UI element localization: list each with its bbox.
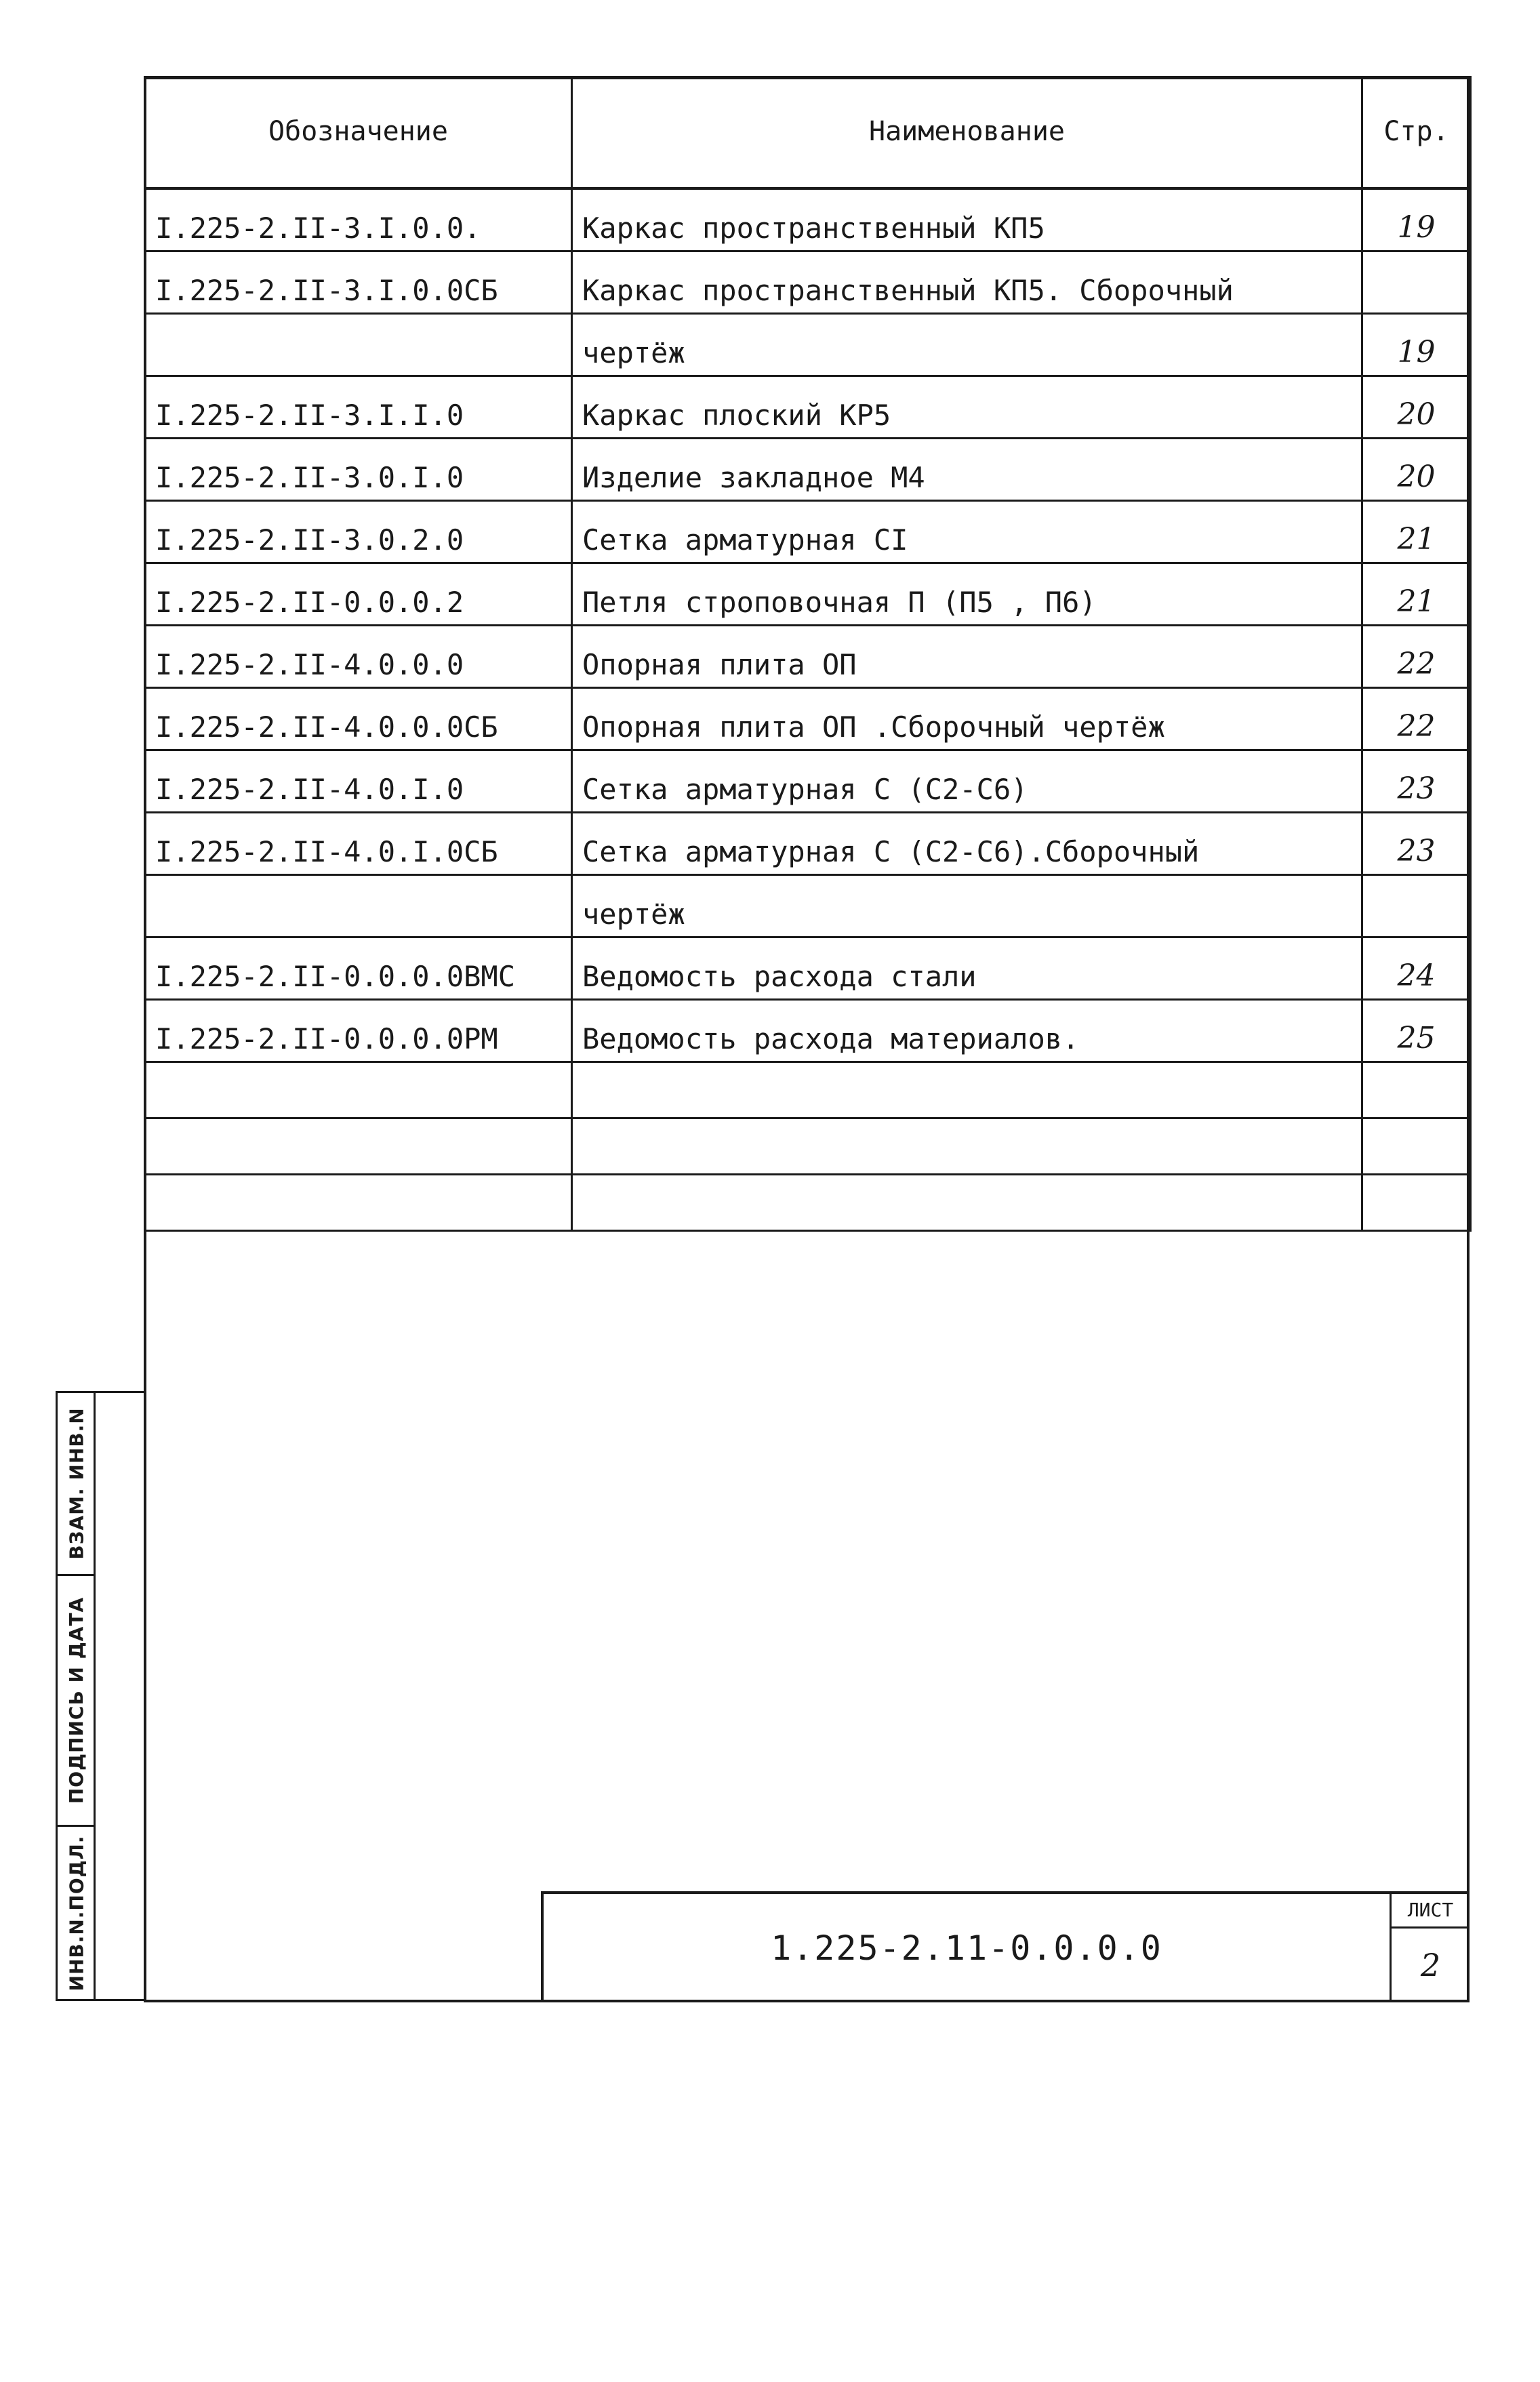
side-cell-signature: [58, 1576, 96, 1827]
cell-name: Петля строповочная П (П5 , П6): [572, 563, 1362, 626]
cell-page: 23: [1362, 750, 1471, 813]
side-stamp-column: [58, 1393, 96, 1999]
side-label-original-inventory: ИНВ.N.ПОДЛ.: [65, 1835, 88, 1991]
cell-designation: I.225-2.II-3.I.0.0.: [145, 188, 572, 251]
cell-designation: I.225-2.II-3.0.I.0: [145, 439, 572, 501]
cell-name: Ведомость расхода материалов.: [572, 1000, 1362, 1062]
cell-page: 22: [1362, 626, 1471, 688]
table-row: [145, 439, 1471, 501]
cell-name: Каркас пространственный КП5. Сборочный: [572, 251, 1362, 314]
empty-cell: [1362, 1062, 1471, 1118]
cell-page: [1362, 251, 1471, 314]
table-row: [145, 563, 1471, 626]
table-row: [145, 501, 1471, 563]
document-code: 1.225-2.11-0.0.0.0: [771, 1929, 1162, 1968]
side-stamp: [56, 1391, 144, 2001]
side-label-replacement-inventory: ВЗАМ. ИНВ.N: [65, 1407, 88, 1560]
sheet-box: [1390, 1894, 1470, 2002]
cell-name: Сетка арматурная СI: [572, 501, 1362, 563]
title-block: [541, 1891, 1470, 2002]
cell-name: Сетка арматурная С (С2-С6): [572, 750, 1362, 813]
contents-table: [144, 76, 1472, 1232]
empty-cell: [572, 1175, 1362, 1231]
cell-designation: I.225-2.II-3.I.I.0: [145, 376, 572, 439]
table-row: [145, 688, 1471, 750]
cell-designation: I.225-2.II-4.0.I.0: [145, 750, 572, 813]
empty-cell: [1362, 1175, 1471, 1231]
empty-cell: [145, 1175, 572, 1231]
cell-designation: I.225-2.II-0.0.0.0РМ: [145, 1000, 572, 1062]
cell-designation: I.225-2.II-0.0.0.0ВМС: [145, 937, 572, 1000]
cell-name: Опорная плита ОП: [572, 626, 1362, 688]
table-row: [145, 1000, 1471, 1062]
table-row: [145, 750, 1471, 813]
cell-designation: I.225-2.II-4.0.I.0СБ: [145, 813, 572, 875]
cell-name: Изделие закладное М4: [572, 439, 1362, 501]
cell-designation: [145, 314, 572, 376]
cell-designation: I.225-2.II-3.I.0.0СБ: [145, 251, 572, 314]
cell-name: Ведомость расхода стали: [572, 937, 1362, 1000]
empty-cell: [145, 1062, 572, 1118]
cell-page: 21: [1362, 563, 1471, 626]
cell-page: 22: [1362, 688, 1471, 750]
table-row: [145, 251, 1471, 314]
cell-name: Сетка арматурная С (С2-С6).Сборочный: [572, 813, 1362, 875]
header-page: Стр.: [1362, 76, 1471, 188]
cell-page: 25: [1362, 1000, 1471, 1062]
empty-row: [145, 1175, 1471, 1231]
cell-page: 24: [1362, 937, 1471, 1000]
table-row: [145, 626, 1471, 688]
cell-designation: [145, 875, 572, 937]
cell-name: Каркас пространственный КП5: [572, 188, 1362, 251]
cell-designation: I.225-2.II-3.0.2.0: [145, 501, 572, 563]
cell-page: 19: [1362, 314, 1471, 376]
cell-name: Каркас плоский КР5: [572, 376, 1362, 439]
cell-name: чертёж: [572, 875, 1362, 937]
empty-cell: [145, 1118, 572, 1175]
table-row: [145, 937, 1471, 1000]
sheet-label: ЛИСТ: [1392, 1894, 1470, 1929]
table-row: [145, 875, 1471, 937]
table-row: [145, 314, 1471, 376]
cell-page: 20: [1362, 376, 1471, 439]
cell-designation: I.225-2.II-4.0.0.0: [145, 626, 572, 688]
cell-page: 20: [1362, 439, 1471, 501]
cell-designation: I.225-2.II-0.0.0.2: [145, 563, 572, 626]
table-header-row: [145, 76, 1471, 188]
sheet-number: 2: [1420, 1947, 1441, 1983]
header-name: Наименование: [572, 76, 1362, 188]
cell-page: [1362, 875, 1471, 937]
empty-row: [145, 1118, 1471, 1175]
table-row: [145, 188, 1471, 251]
cell-name: Опорная плита ОП .Сборочный чертёж: [572, 688, 1362, 750]
table-row: [145, 376, 1471, 439]
side-cell-original: [58, 1827, 96, 1999]
cell-name: чертёж: [572, 314, 1362, 376]
empty-cell: [1362, 1118, 1471, 1175]
side-label-signature-date: ПОДПИСЬ И ДАТА: [65, 1596, 88, 1804]
header-designation: Обозначение: [145, 76, 572, 188]
empty-row: [145, 1062, 1471, 1118]
cell-designation: I.225-2.II-4.0.0.0СБ: [145, 688, 572, 750]
empty-cell: [572, 1062, 1362, 1118]
cell-page: 21: [1362, 501, 1471, 563]
cell-page: 23: [1362, 813, 1471, 875]
empty-cell: [572, 1118, 1362, 1175]
table-row: [145, 813, 1471, 875]
cell-page: 19: [1362, 188, 1471, 251]
side-cell-replacement: [58, 1393, 96, 1576]
